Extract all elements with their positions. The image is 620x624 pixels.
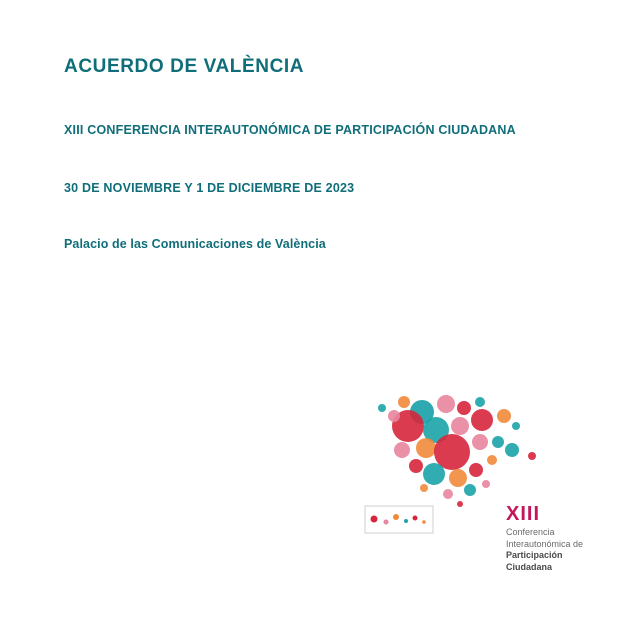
logo-text-block xyxy=(506,504,606,573)
logo-line-4: Ciudadana xyxy=(506,561,553,572)
title-block xyxy=(64,56,564,79)
logo-line-3: Participación xyxy=(506,550,563,560)
page-title: ACUERDO DE VALÈNCIA xyxy=(64,56,305,77)
venue-label: Palacio de las Comunicaciones de València xyxy=(64,237,326,251)
conference-subtitle: XIII CONFERENCIA INTERAUTONÓMICA DE PARTICIPACIÓN CIUDADANA xyxy=(64,123,516,137)
conference-logo xyxy=(360,386,600,586)
logo-line-2: Interautonómica de xyxy=(506,538,584,549)
conference-dates: 30 DE NOVIEMBRE Y 1 DE DICIEMBRE DE 2023 xyxy=(64,181,355,195)
logo-roman-numeral: XIII xyxy=(506,503,541,525)
logo-line-1: Conferencia xyxy=(506,527,555,537)
